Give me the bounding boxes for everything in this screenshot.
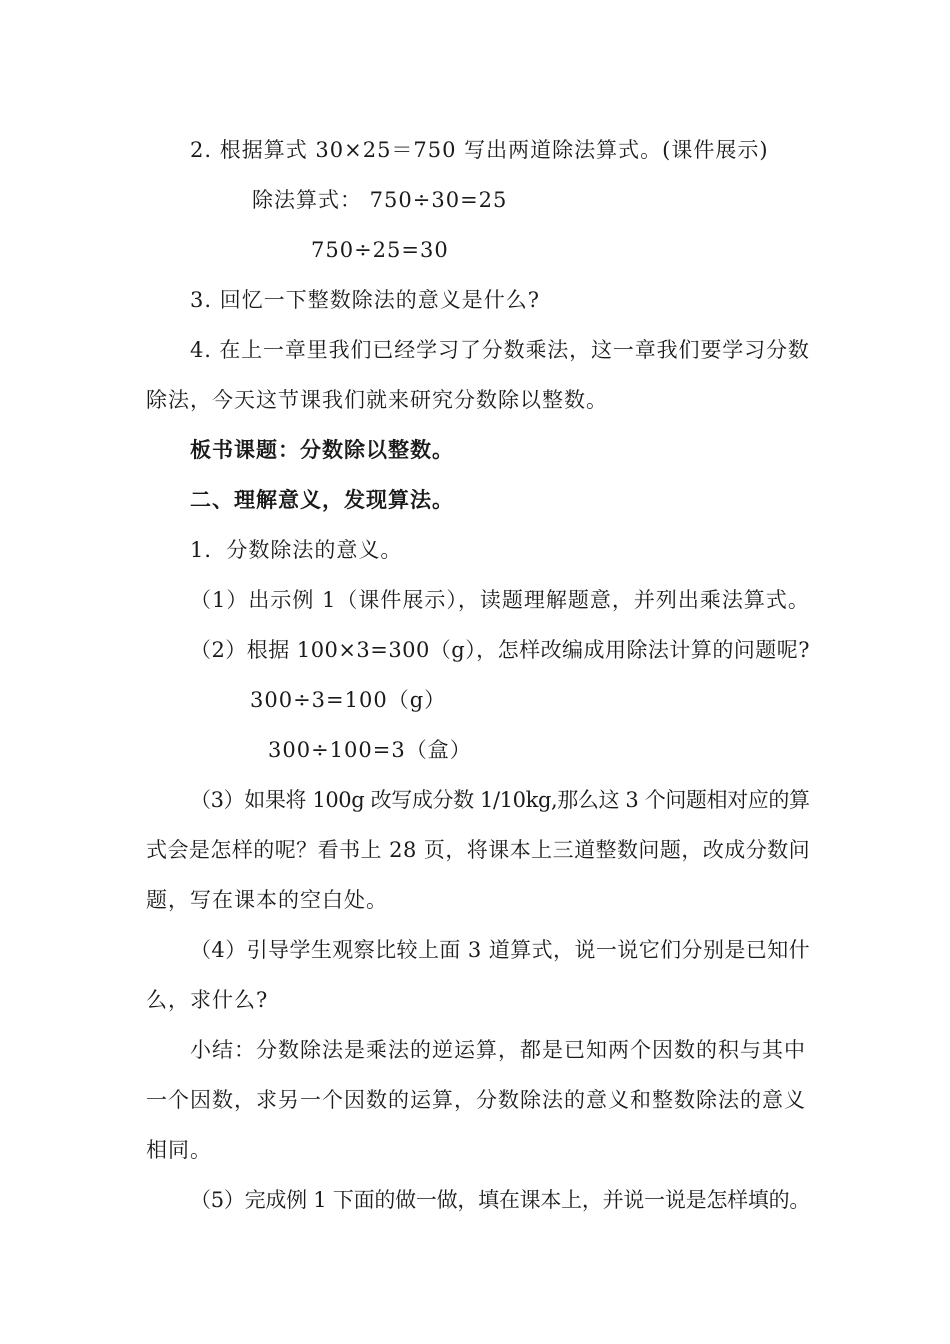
text-line: 么，求什么? (146, 988, 269, 1012)
text-line: 300÷3=100（g） (250, 688, 447, 712)
text-line: 300÷100=3（盒） (268, 738, 472, 762)
text-line: 题，写在课本的空白处。 (146, 888, 388, 912)
text-line: 除法算式： 750÷30=25 (252, 188, 508, 212)
text-line: 式会是怎样的呢？看书上 28 页，将课本上三道整数问题，改成分数问 (146, 838, 811, 862)
text-line: 3. 回忆一下整数除法的意义是什么? (190, 288, 540, 312)
text-line: 750÷25=30 (311, 238, 449, 262)
text-line: （3）如果将 100g 改写成分数 1/10kg,那么这 3 个问题相对应的算 (190, 788, 810, 812)
text-line: （2）根据 100×3=300（g），怎样改编成用除法计算的问题呢? (190, 638, 810, 662)
text-line: 4. 在上一章里我们已经学习了分数乘法，这一章我们要学习分数 (190, 338, 810, 362)
text-line: 相同。 (146, 1138, 212, 1162)
text-line: 小结：分数除法是乘法的逆运算，都是已知两个因数的积与其中 (190, 1038, 806, 1062)
text-line: （5）完成例 1 下面的做一做，填在课本上，并说一说是怎样填的。 (190, 1188, 811, 1212)
text-line: 一个因数，求另一个因数的运算，分数除法的意义和整数除法的意义 (146, 1088, 806, 1112)
text-line: 除法，今天这节课我们就来研究分数除以整数。 (146, 388, 608, 412)
text-line: 2. 根据算式 30×25＝750 写出两道除法算式。(课件展示) (190, 138, 769, 162)
text-line: （1）出示例 1（课件展示），读题理解题意，并列出乘法算式。 (190, 588, 810, 612)
section-heading: 二、理解意义，发现算法。 (190, 488, 454, 512)
text-line: 1．分数除法的意义。 (190, 538, 403, 562)
text-line: （4）引导学生观察比较上面 3 道算式，说一说它们分别是已知什 (190, 938, 811, 962)
heading-line: 板书课题：分数除以整数。 (190, 438, 454, 462)
